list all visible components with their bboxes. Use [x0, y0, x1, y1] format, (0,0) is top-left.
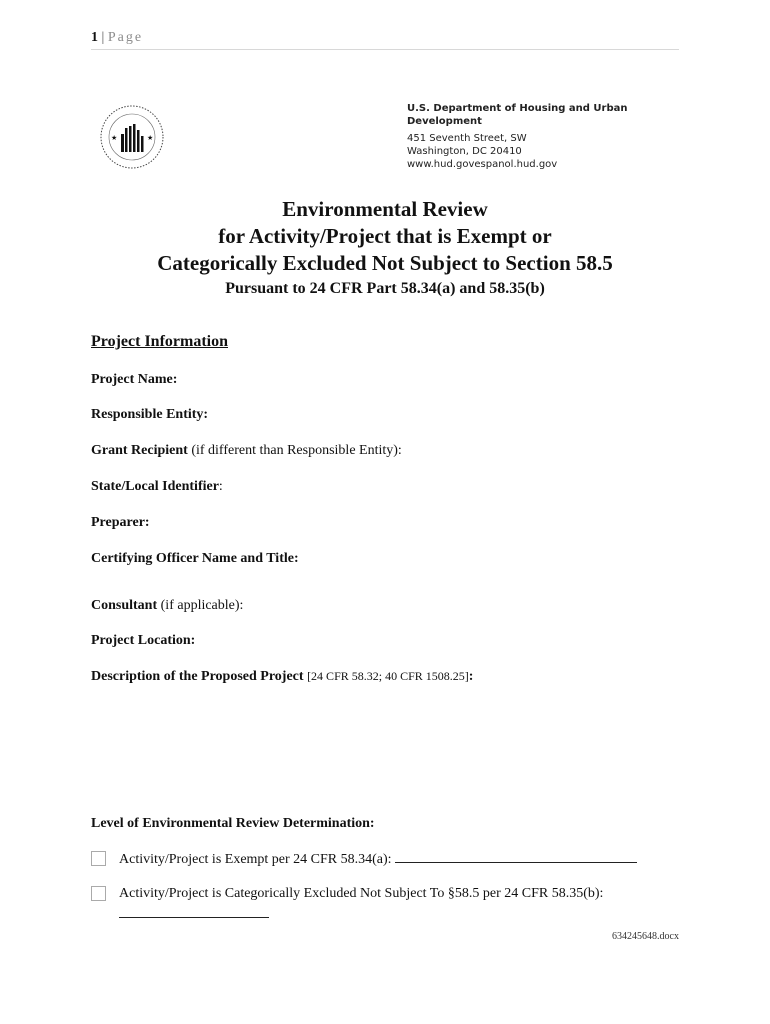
section-heading: Project Information — [91, 333, 228, 350]
excluded-option-label: Activity/Project is Categorically Excluded Not Subject To §58.5 per 24 CFR 58.35(b): — [119, 886, 604, 901]
field-state-local-identifier — [91, 479, 223, 495]
footer-filename: 634245648.docx — [612, 931, 679, 942]
description-label: Description of the Proposed Project — [91, 669, 304, 684]
exempt-checkbox[interactable] — [91, 851, 106, 866]
excluded-blank-line[interactable] — [119, 905, 269, 918]
hud-seal-logo — [99, 104, 165, 170]
page-number: 1 — [91, 30, 98, 45]
grant-recipient-label: Grant Recipient — [91, 443, 188, 458]
field-description — [91, 669, 473, 685]
field-preparer — [91, 515, 150, 531]
state-local-identifier-label: State/Local Identifier — [91, 479, 219, 494]
title-line-3: Categorically Excluded Not Subject to Section 58.5 — [157, 251, 613, 275]
field-consultant — [91, 598, 243, 614]
project-location-label: Project Location: — [91, 633, 196, 648]
excluded-checkbox[interactable] — [91, 886, 106, 901]
consultant-label: Consultant — [91, 598, 158, 613]
field-certifying-officer — [91, 551, 299, 567]
title-line-2: for Activity/Project that is Exempt or — [218, 224, 552, 248]
field-grant-recipient — [91, 443, 402, 459]
field-project-location — [91, 633, 195, 649]
title-line-1: Environmental Review — [282, 197, 488, 221]
responsible-entity-label: Responsible Entity: — [91, 407, 209, 422]
agency-name: U.S. Department of Housing and Urban Development — [407, 103, 628, 127]
svg-text:★: ★ — [147, 134, 154, 142]
preparer-label: Preparer: — [91, 515, 150, 530]
exempt-option-label: Activity/Project is Exempt per 24 CFR 58.34(a): — [119, 852, 392, 867]
consultant-note: (if applicable): — [160, 598, 244, 613]
excluded-option — [119, 886, 659, 902]
agency-address-block — [407, 102, 647, 171]
state-local-colon: : — [218, 479, 223, 494]
address-street: 451 Seventh Street, SW — [407, 133, 527, 144]
description-reference: [24 CFR 58.32; 40 CFR 1508.25] — [307, 669, 469, 683]
address-city: Washington, DC 20410 — [407, 146, 522, 157]
exempt-option — [119, 850, 637, 868]
page-word: Page — [107, 30, 144, 45]
svg-text:★: ★ — [111, 134, 118, 142]
grant-recipient-note: (if different than Responsible Entity): — [191, 443, 402, 458]
description-colon: : — [468, 669, 474, 684]
certifying-officer-label: Certifying Officer Name and Title: — [91, 551, 299, 566]
agency-website[interactable]: www.hud.govespanol.hud.gov — [407, 159, 558, 170]
field-project-name — [91, 372, 177, 388]
exempt-blank-line[interactable] — [395, 850, 637, 863]
page-header — [91, 30, 679, 50]
level-heading-label: Level of Environmental Review Determination: — [91, 816, 375, 831]
project-name-label: Project Name: — [91, 372, 178, 387]
page-separator: | — [101, 30, 105, 45]
field-responsible-entity — [91, 407, 208, 423]
document-subtitle: Pursuant to 24 CFR Part 58.34(a) and 58.35(b) — [225, 280, 545, 297]
document-title-block — [0, 196, 770, 299]
level-of-review-heading — [91, 816, 375, 832]
